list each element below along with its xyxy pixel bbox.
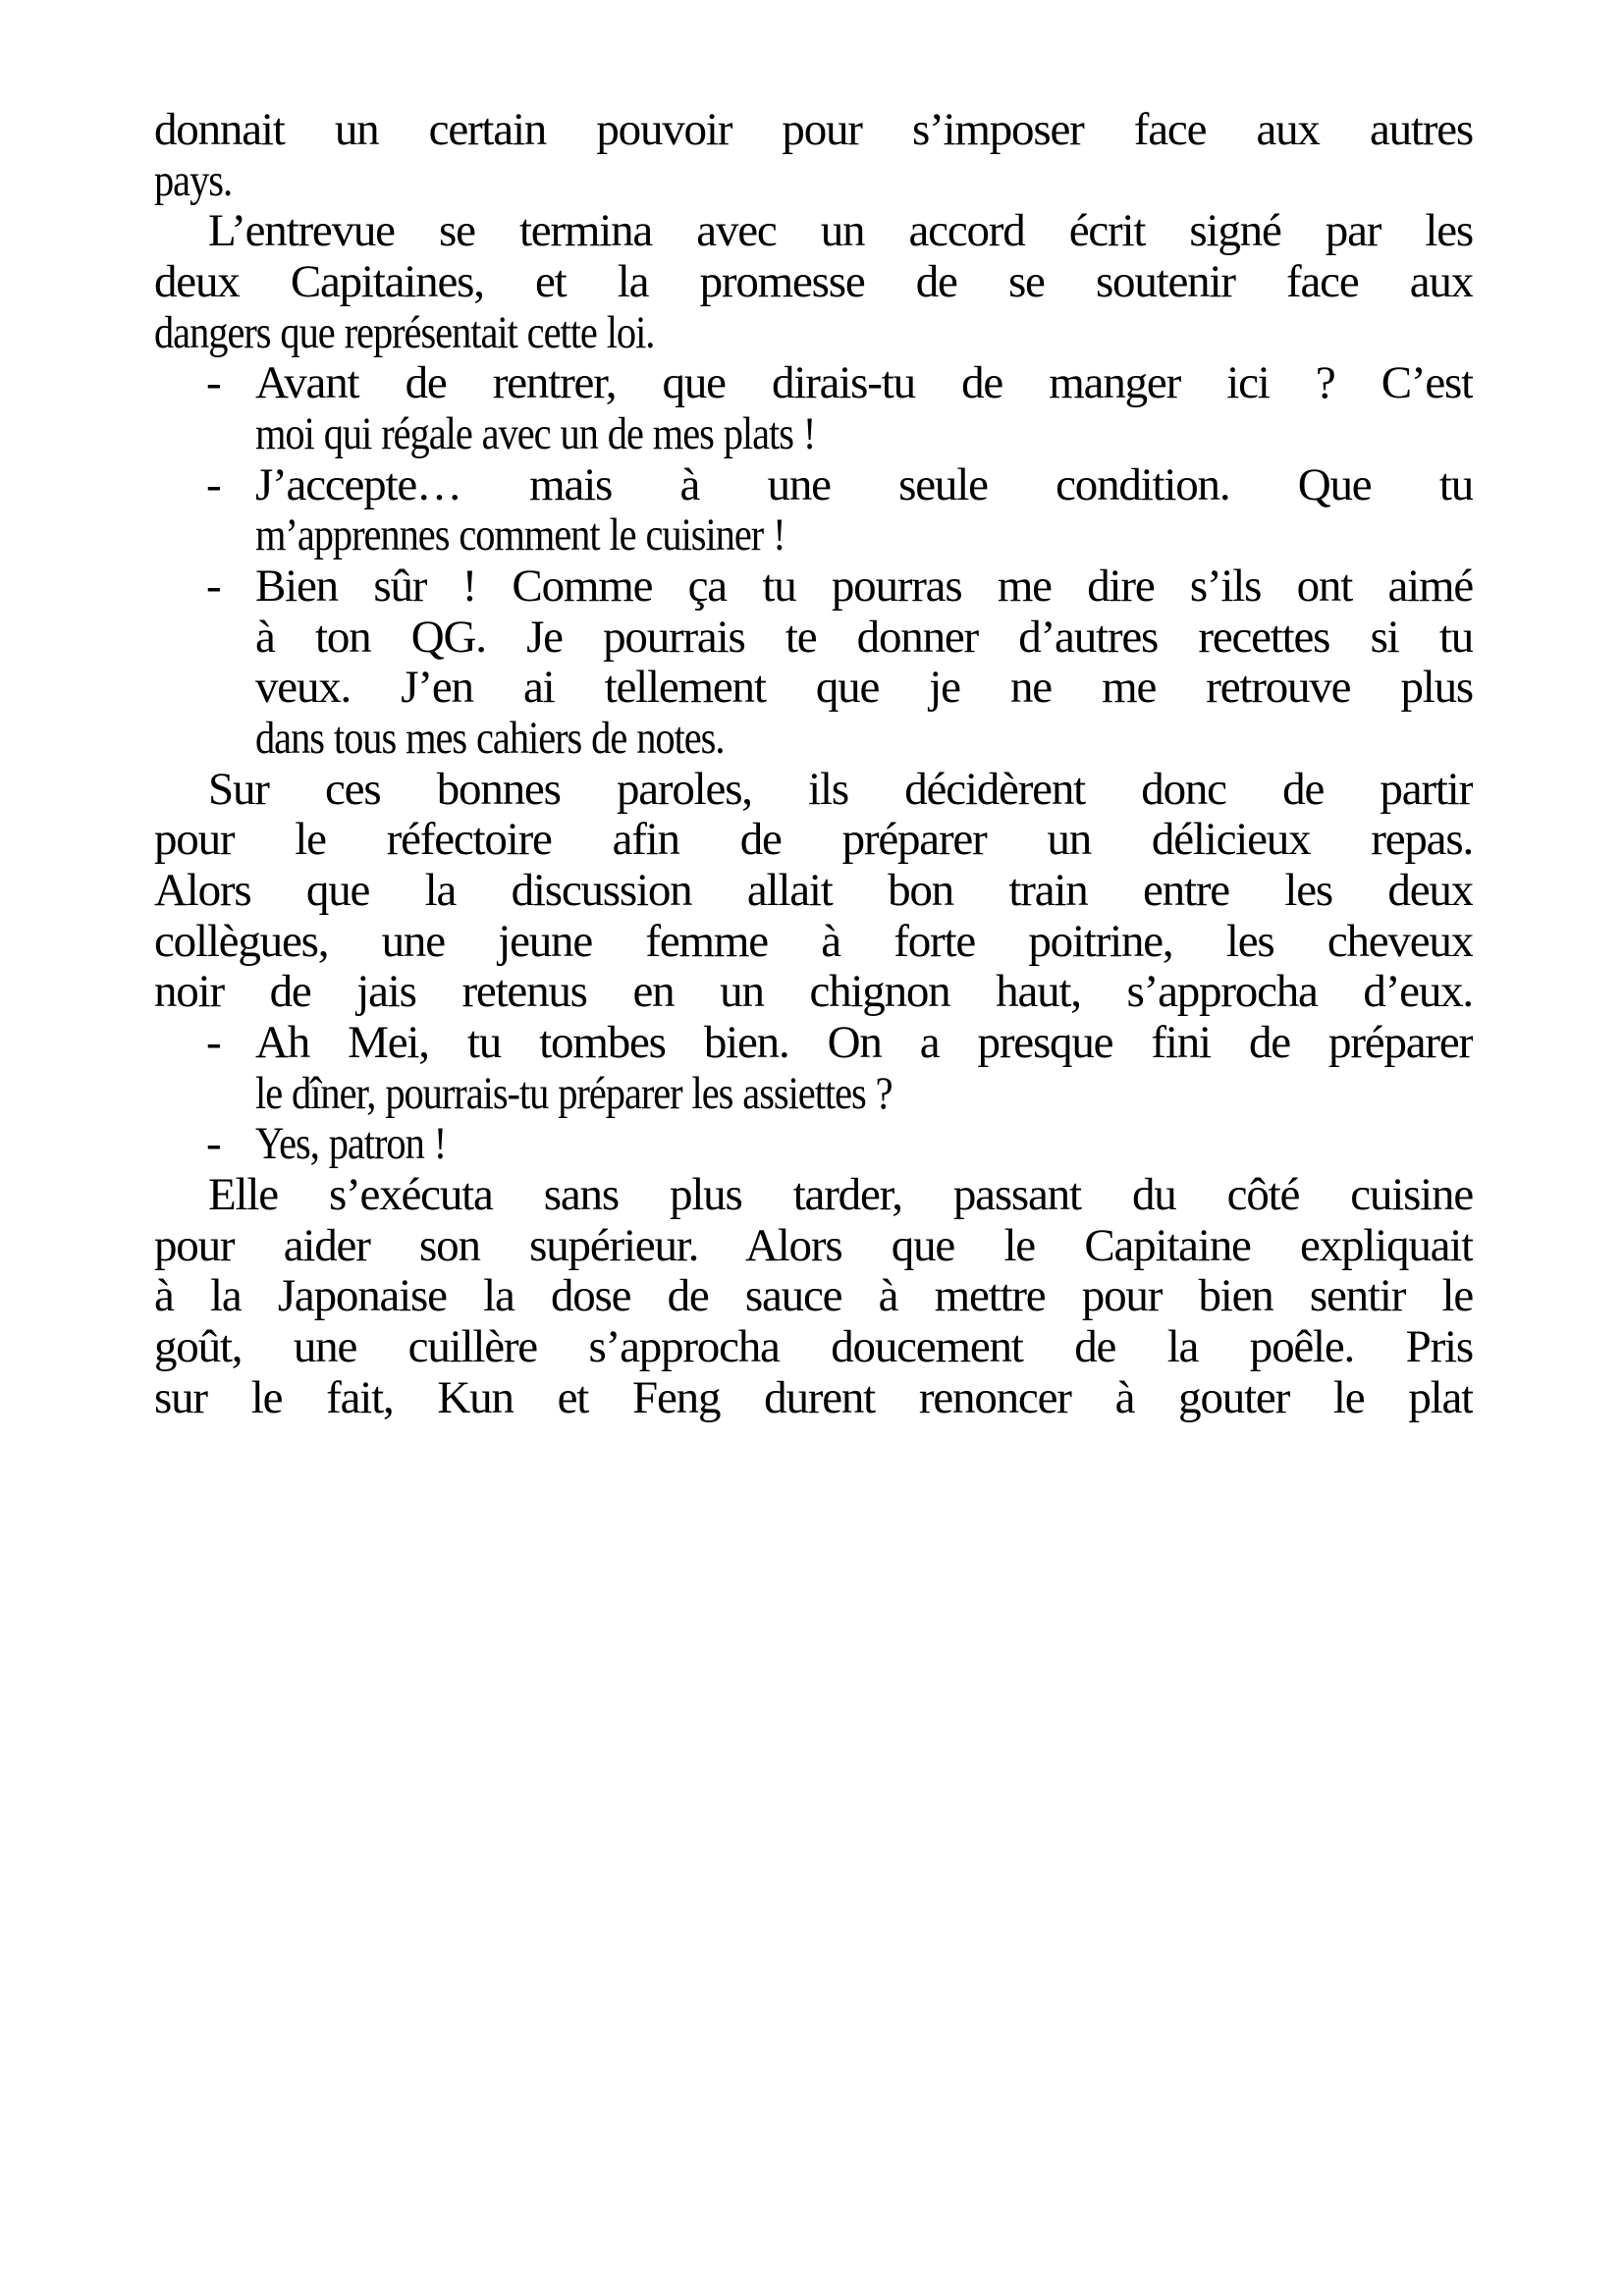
line-text: pour aider son supérieur. Alors que le Capitaine expliquait <box>154 1220 1473 1271</box>
line-text: J’accepte… mais à une seule condition. Que tu <box>255 459 1473 510</box>
text-line <box>154 1360 1473 1436</box>
dialogue-dash: - <box>206 1017 222 1068</box>
line-text: pour le réfectoire afin de préparer un délicieux repas. <box>154 814 1473 865</box>
dialogue-dash: - <box>206 561 222 612</box>
dialogue-dash: - <box>206 459 222 510</box>
line-text: le dîner, pourrais-tu préparer les assiettes ? <box>255 1068 893 1119</box>
line-text: deux Capitaines, et la promesse de se soutenir face aux <box>154 256 1473 307</box>
line-text: L’entrevue se termina avec un accord écrit signé par les <box>208 205 1473 256</box>
line-text: m’apprennes comment le cuisiner ! <box>255 509 785 561</box>
line-text: Bien sûr ! Comme ça tu pourras me dire s’ils ont aimé <box>255 561 1473 612</box>
line-text: moi qui régale avec un de mes plats ! <box>255 408 816 459</box>
line-text: dangers que représentait cette loi. <box>154 307 655 358</box>
line-text: à ton QG. Je pourrais te donner d’autres recettes si tu <box>255 612 1473 663</box>
line-text: veux. J’en ai tellement que je ne me retrouve plus <box>255 662 1473 713</box>
dialogue-dash: - <box>206 357 222 408</box>
line-text: Yes, patron ! <box>255 1118 447 1169</box>
line-text: Alors que la discussion allait bon train entre les deux <box>154 865 1473 916</box>
line-text: à la Japonaise la dose de sauce à mettre pour bien sentir le <box>154 1270 1473 1321</box>
line-text: noir de jais retenus en un chignon haut, s’approcha d’eux. <box>154 966 1473 1017</box>
line-text: donnait un certain pouvoir pour s’imposer face aux autres <box>154 104 1473 155</box>
line-text: Elle s’exécuta sans plus tarder, passant du côté cuisine <box>208 1169 1473 1220</box>
line-text: Avant de rentrer, que dirais-tu de manger ici ? C’est <box>255 357 1473 408</box>
line-text: Ah Mei, tu tombes bien. On a presque fini de préparer <box>255 1017 1473 1068</box>
dialogue-dash: - <box>206 1118 222 1169</box>
line-text: goût, une cuillère s’approcha doucement de la poêle. Pris <box>154 1321 1473 1372</box>
line-text: pays. <box>154 155 233 206</box>
line-text: sur le fait, Kun et Feng durent renoncer à gouter le plat <box>154 1372 1473 1423</box>
line-text: Sur ces bonnes paroles, ils décidèrent donc de partir <box>208 764 1473 815</box>
line-text: collègues, une jeune femme à forte poitrine, les cheveux <box>154 916 1473 967</box>
line-text: dans tous mes cahiers de notes. <box>255 713 725 764</box>
